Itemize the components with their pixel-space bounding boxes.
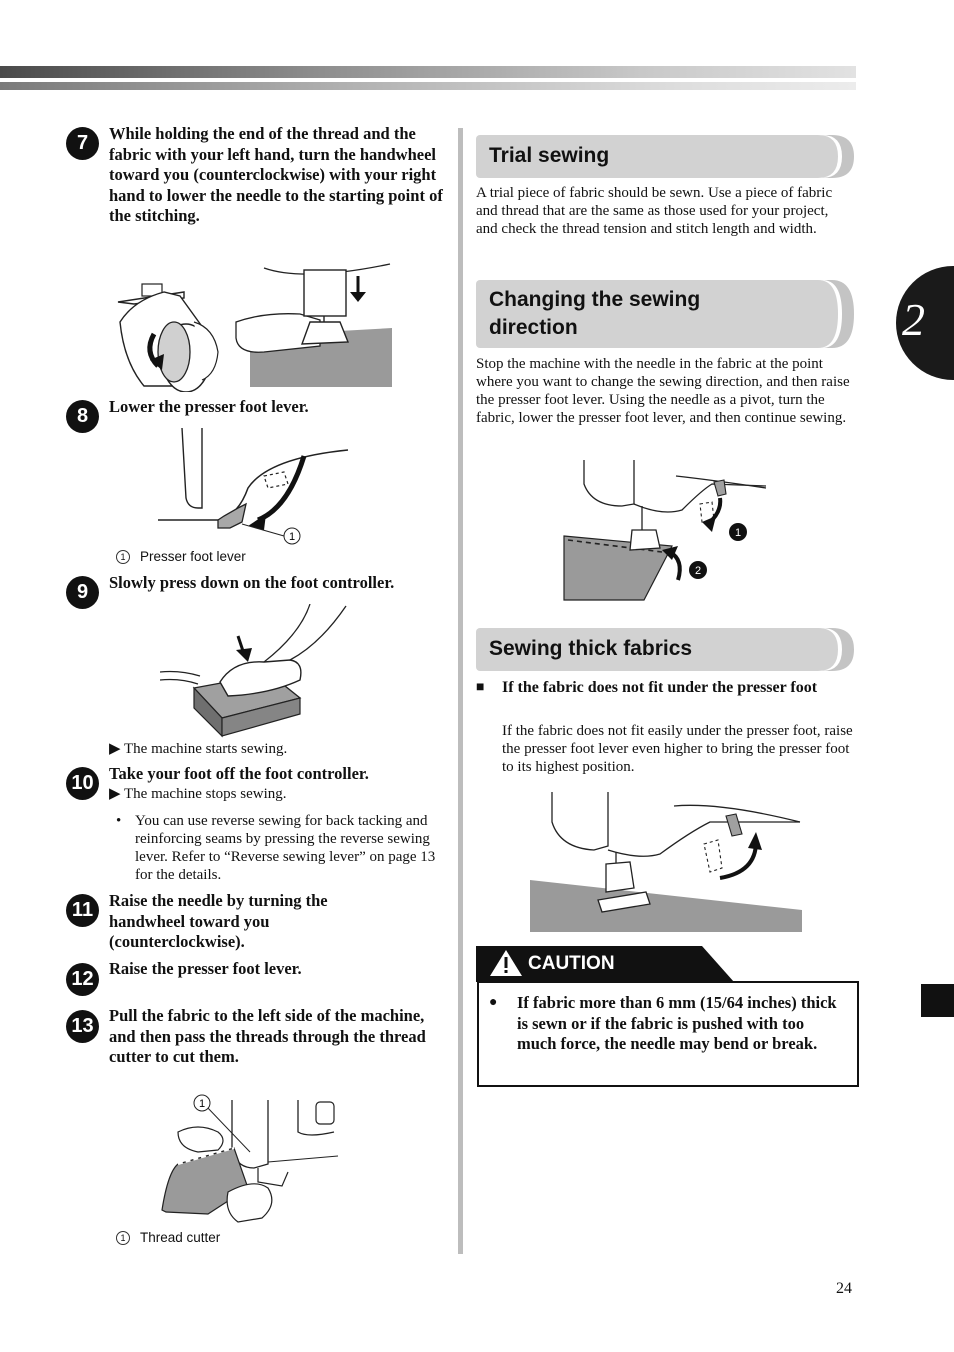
- step-text: Raise the presser foot lever.: [109, 959, 302, 978]
- step-text: Raise the needle by turning the handwheel toward you (counterclockwise).: [109, 891, 328, 951]
- header-cap: [800, 628, 854, 671]
- section-header: [476, 280, 854, 348]
- note-item: [116, 812, 446, 884]
- top-decor-bar-lower: [0, 82, 856, 90]
- callout-number: 2: [694, 565, 702, 577]
- pivot-illustration: [562, 460, 772, 602]
- chapter-number: 2: [902, 294, 925, 345]
- step-number: 8: [66, 400, 99, 433]
- legend-number: 1: [116, 550, 130, 564]
- foot-controller-illustration: [160, 604, 350, 738]
- top-decor-bar: [0, 66, 856, 78]
- thread-cutter-illustration: [158, 1092, 342, 1226]
- header-cap: [800, 135, 854, 178]
- section-body: If the fabric does not fit easily under the presser foot, raise the presser foot lever even higher to bring the presser foot to its highest position.: [502, 723, 853, 775]
- legend: [116, 1229, 220, 1246]
- step-text: Pull the fabric to the left side of the machine, and then pass the threads through the thread cutter to cut them.: [109, 1006, 426, 1066]
- section-body: Stop the machine with the needle in the fabric at the point where you want to change the sewing direction, and then raise the presser foot lever. Using the needle as a pivot, turn the fabric, lower the presser foot lever, and then continue sewing.: [476, 356, 850, 426]
- legend: [116, 548, 246, 565]
- step-text: While holding the end of the thread and the fabric with your left hand, turn the handwheel toward you (counterclockwise) with your right hand to lower the needle to the starting point of the stitching.: [109, 124, 443, 225]
- result-text: ▶ The machine starts sewing.: [109, 741, 288, 757]
- section-title: Trial sewing: [489, 144, 610, 167]
- result-text: ▶ The machine stops sewing.: [109, 786, 287, 802]
- header-cap: [800, 280, 854, 348]
- section-header: [476, 135, 854, 178]
- callout-number: 1: [288, 531, 296, 543]
- callout-number: 1: [734, 527, 742, 539]
- section-marker: [921, 984, 954, 1017]
- step-number: 12: [66, 963, 99, 996]
- step-number: 13: [66, 1010, 99, 1043]
- handwheel-illustration: [114, 262, 394, 392]
- section-body: A trial piece of fabric should be sewn. Use a piece of fabric and thread that are the same as those used for your project, and check the thread tension and stitch length and width.: [476, 185, 833, 237]
- note-bullet: •: [116, 813, 122, 829]
- callout-number: 1: [198, 1098, 206, 1110]
- caution-text: If fabric more than 6 mm (15/64 inches) thick is sewn or if the fabric is pushed with too much force, the needle may bend or break.: [517, 993, 837, 1053]
- legend-number: 1: [116, 1231, 130, 1245]
- step-text: Lower the presser foot lever.: [109, 397, 309, 416]
- step-number: 11: [66, 894, 99, 927]
- legend-label: Presser foot lever: [140, 549, 246, 564]
- step-text: Slowly press down on the foot controller.: [109, 573, 395, 592]
- presser-foot-lever-illustration: [158, 428, 358, 548]
- section-header: [476, 628, 854, 671]
- caution-label: CAUTION: [528, 953, 615, 974]
- step-number: 9: [66, 576, 99, 609]
- subheading-bullet: ■: [476, 680, 485, 695]
- subheading: If the fabric does not fit under the presser foot: [502, 679, 818, 696]
- caution-bullet: ●: [489, 995, 498, 1010]
- thick-fabric-illustration: [530, 792, 802, 932]
- legend-label: Thread cutter: [140, 1230, 221, 1245]
- step-text: Take your foot off the foot controller.: [109, 764, 369, 783]
- column-divider: [458, 128, 463, 1254]
- step-number: 10: [66, 767, 99, 800]
- note-text: You can use reverse sewing for back tacking and reinforcing seams by pressing the reverse sewing lever. Refer to “Reverse sewing lever” on page 13 for the details.: [135, 813, 436, 883]
- step-number: 7: [66, 127, 99, 160]
- page-number: 24: [836, 1280, 852, 1297]
- section-title: Changing the sewing: [489, 288, 701, 311]
- section-title-line2: direction: [489, 316, 578, 339]
- section-title: Sewing thick fabrics: [489, 637, 693, 660]
